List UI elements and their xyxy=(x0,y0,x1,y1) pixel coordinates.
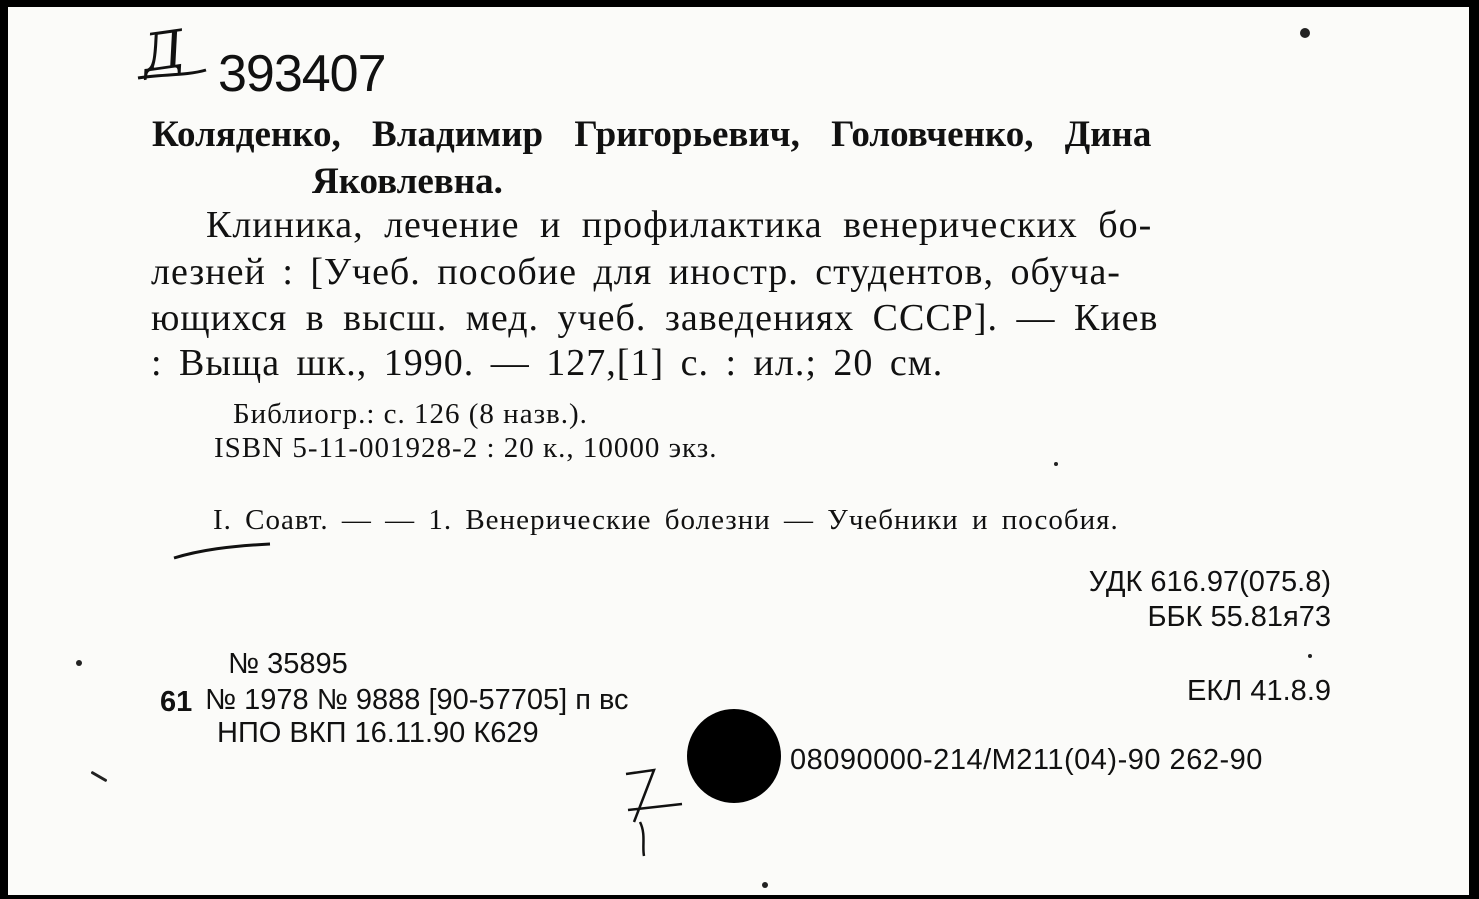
title-line-3: ющихся в высш. мед. учеб. заведениях СССР]. — Киев xyxy=(151,297,1159,339)
bibliography-note: Библиогр.: с. 126 (8 назв.). xyxy=(233,398,588,430)
speck xyxy=(1308,654,1312,658)
speck xyxy=(76,660,82,666)
isbn-note: ISBN 5-11-001928-2 : 20 к., 10000 экз. xyxy=(214,432,718,464)
udk-code: УДК 616.97(075.8) xyxy=(1088,566,1331,598)
title-line-4: : Выща шк., 1990. — 127,[1] с. : ил.; 20 см. xyxy=(151,342,944,384)
call-number-stroke xyxy=(130,30,220,90)
title-line-2: лезней : [Учеб. пособие для иностр. студентов, обуча- xyxy=(151,251,1121,293)
subject-headings: I. Соавт. — — 1. Венерические болезни — Учебники и пособия. xyxy=(213,504,1119,536)
authors-line-2: Яковлевна. xyxy=(312,161,503,202)
title-line-1: Клиника, лечение и профилактика венерических бо- xyxy=(206,204,1153,246)
underline-stroke xyxy=(170,528,280,568)
handwritten-mark xyxy=(612,760,702,860)
print-info-line: № 1978 № 9888 [90-57705] п вс xyxy=(205,684,629,716)
speck xyxy=(762,882,768,888)
call-number-prefix: Д xyxy=(138,19,189,85)
speck xyxy=(1054,462,1058,466)
bbk-code: ББК 55.81я73 xyxy=(1147,601,1331,633)
print-prefix: 61 xyxy=(160,686,193,718)
ekl-code: ЕКЛ 41.8.9 xyxy=(1187,675,1331,707)
npo-line: НПО ВКП 16.11.90 К629 xyxy=(217,717,539,749)
order-number: № 35895 xyxy=(228,648,348,680)
product-code-line: 08090000-214/М211(04)-90 262-90 xyxy=(790,744,1263,776)
call-number: 393407 xyxy=(218,45,386,103)
authors-line-1: Коляденко, Владимир Григорьевич, Головченко, Дина xyxy=(152,114,1152,155)
speck xyxy=(1300,28,1310,38)
